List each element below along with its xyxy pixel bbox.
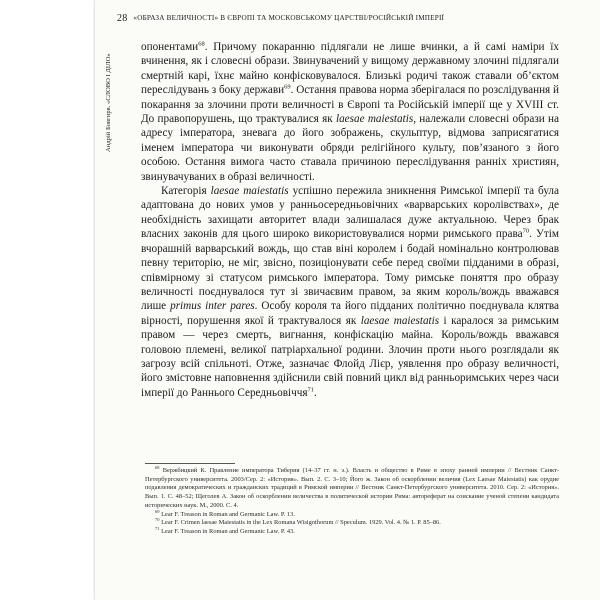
footnote-ref: 68 <box>198 40 205 48</box>
paragraph <box>141 184 559 400</box>
footnote <box>145 519 559 528</box>
footnote-ref: 70 <box>522 227 530 235</box>
page-number: 28 <box>117 13 128 24</box>
footnotes <box>145 464 559 537</box>
footnote-text: Вержбицкий К. Правление императора Тиберия (14–37 гг. н. э.). Власть и общество в Риме в эпоху ранней империи // Вестник Санкт-Петербургского университета. 2003/Сер. 2: «История». Вып. 2. С. 3–10; Його ж. Закон об оскорблении величия (Lex Laesae Maiestatis) как орудие подавления демократических и гражданских традиций в Римской империи // Вестник Санкт-Петербургского университета. 2010. Сер. 2: «История». Вып. 1. С. 48–52; Щеголев А. Закон об оскорблении величества в политической истории Рима: автореферат на соискание ученой степени кандидата исторических наук. М., 2000. С. 4. <box>145 467 559 509</box>
latin-term: laesae maiestatis <box>210 185 289 198</box>
text-run: , належали словесні образи на адресу імператора, зневага до його зображень, скульптур, відмова заприсягатися іменем імператора чи виконувати обряди релігійного культу, пов’язаного з його особою. Остання вимога часто ставала причиною переслідування ранніх християн, звинувачуваних в образі величності. <box>141 113 559 183</box>
footnote-number: 68 <box>155 464 160 470</box>
paragraph <box>141 40 559 184</box>
footnote-ref: 71 <box>307 386 315 394</box>
latin-term: laesae maiestatis <box>335 113 414 126</box>
author-title-label: Андрій Бовгиря. «СЛОВО І ДІЛО» <box>105 53 112 152</box>
footnote-ref: 69 <box>284 83 291 91</box>
latin-term: laesae maiestatis <box>360 314 440 327</box>
footnote-number: 71 <box>155 525 160 531</box>
text-run: . Причому покаранню підлягали не лише вчинки, а й самі наміри їх вчинення, як і словесні образи. Звинувачений у вищому державному злочині підлягали смертній карі, їхнє майно конфісковувалося. Близькі родичі також ставали об’єктом переслідувань з боку держави <box>141 41 559 97</box>
text-run: опонентами <box>141 41 199 53</box>
text-run: успішно пережила зникнення Римської імперії та була адаптована до нових умов у ранньосередньовічних «варварських королівствах», де необхідність захищати авторитет влади залишалася дуже актуальною. Через брак власних законів для цього широко використовувалися норми римського права <box>141 185 559 241</box>
text-run: . Остання правова норма зберігалася по розслідування й покарання за злочини проти величності в Європі та Російській імперії ще у XVIII ст. До правопорушень, що трактувалися як <box>141 84 559 126</box>
footnote-text: Lear F. Treason in Roman and Germanic Law. P. 43. <box>161 527 295 535</box>
text-run: . Утім вчорашній варварський вождь, що став віні королем і бодай номінально контролював певну територію, не міг, звісно, позиціонувати себе перед своїми підданими в образі, співмірному зі статусом римського імператора. Тому римське поняття про образу величності поєднувалося тут зі звичаєвим правом, за яким король/вождь вважався лише <box>141 228 559 313</box>
text-run: . Особу короля та його підданих політично поєднувала клятва вірності, порушення якої й трактувалося як <box>141 300 559 327</box>
footnote-number: 70 <box>155 517 160 523</box>
footnote-text: Lear F. Crimen laesae Maiestatis in the Lex Romana Wisigothorum // Speculum. 1929. Vol. 4. № 1. P. 85–86. <box>161 519 441 527</box>
text-run: . <box>314 386 317 399</box>
footnote <box>145 525 559 537</box>
running-title: «ОБРАЗА ВЕЛИЧНОСТІ» В ЄВРОПІ ТА МОСКОВСЬКОМУ ЦАРСТВІ/РОСІЙСЬКІЙ ІМПЕРІЇ <box>133 14 445 22</box>
running-header <box>117 13 577 24</box>
text-run: Категорія <box>161 185 211 198</box>
footnote-separator <box>145 463 235 464</box>
side-running-label <box>105 53 115 152</box>
footnote-text: Lear F. Treason in Roman and Germanic Law. P. 13. <box>161 510 295 518</box>
footnote-number: 69 <box>155 508 160 514</box>
latin-term: primus inter pares <box>170 300 255 313</box>
main-text <box>141 40 559 400</box>
text-run: і каралося за римським правом — через смерть, вигнання, конфіскацію майна. Король/вождь вважався головою племені, великої патріархальної родини. Злочин проти нього розглядали як загрозу всій спільноті. Отже, зазначає Флойд Лієр, уявлення про образу величності, його змістовне наповнення здійснили свій повний цикл від ранньоримських через часи імперії до Раннього Середньовіччя <box>141 314 559 399</box>
book-page <box>95 0 600 600</box>
